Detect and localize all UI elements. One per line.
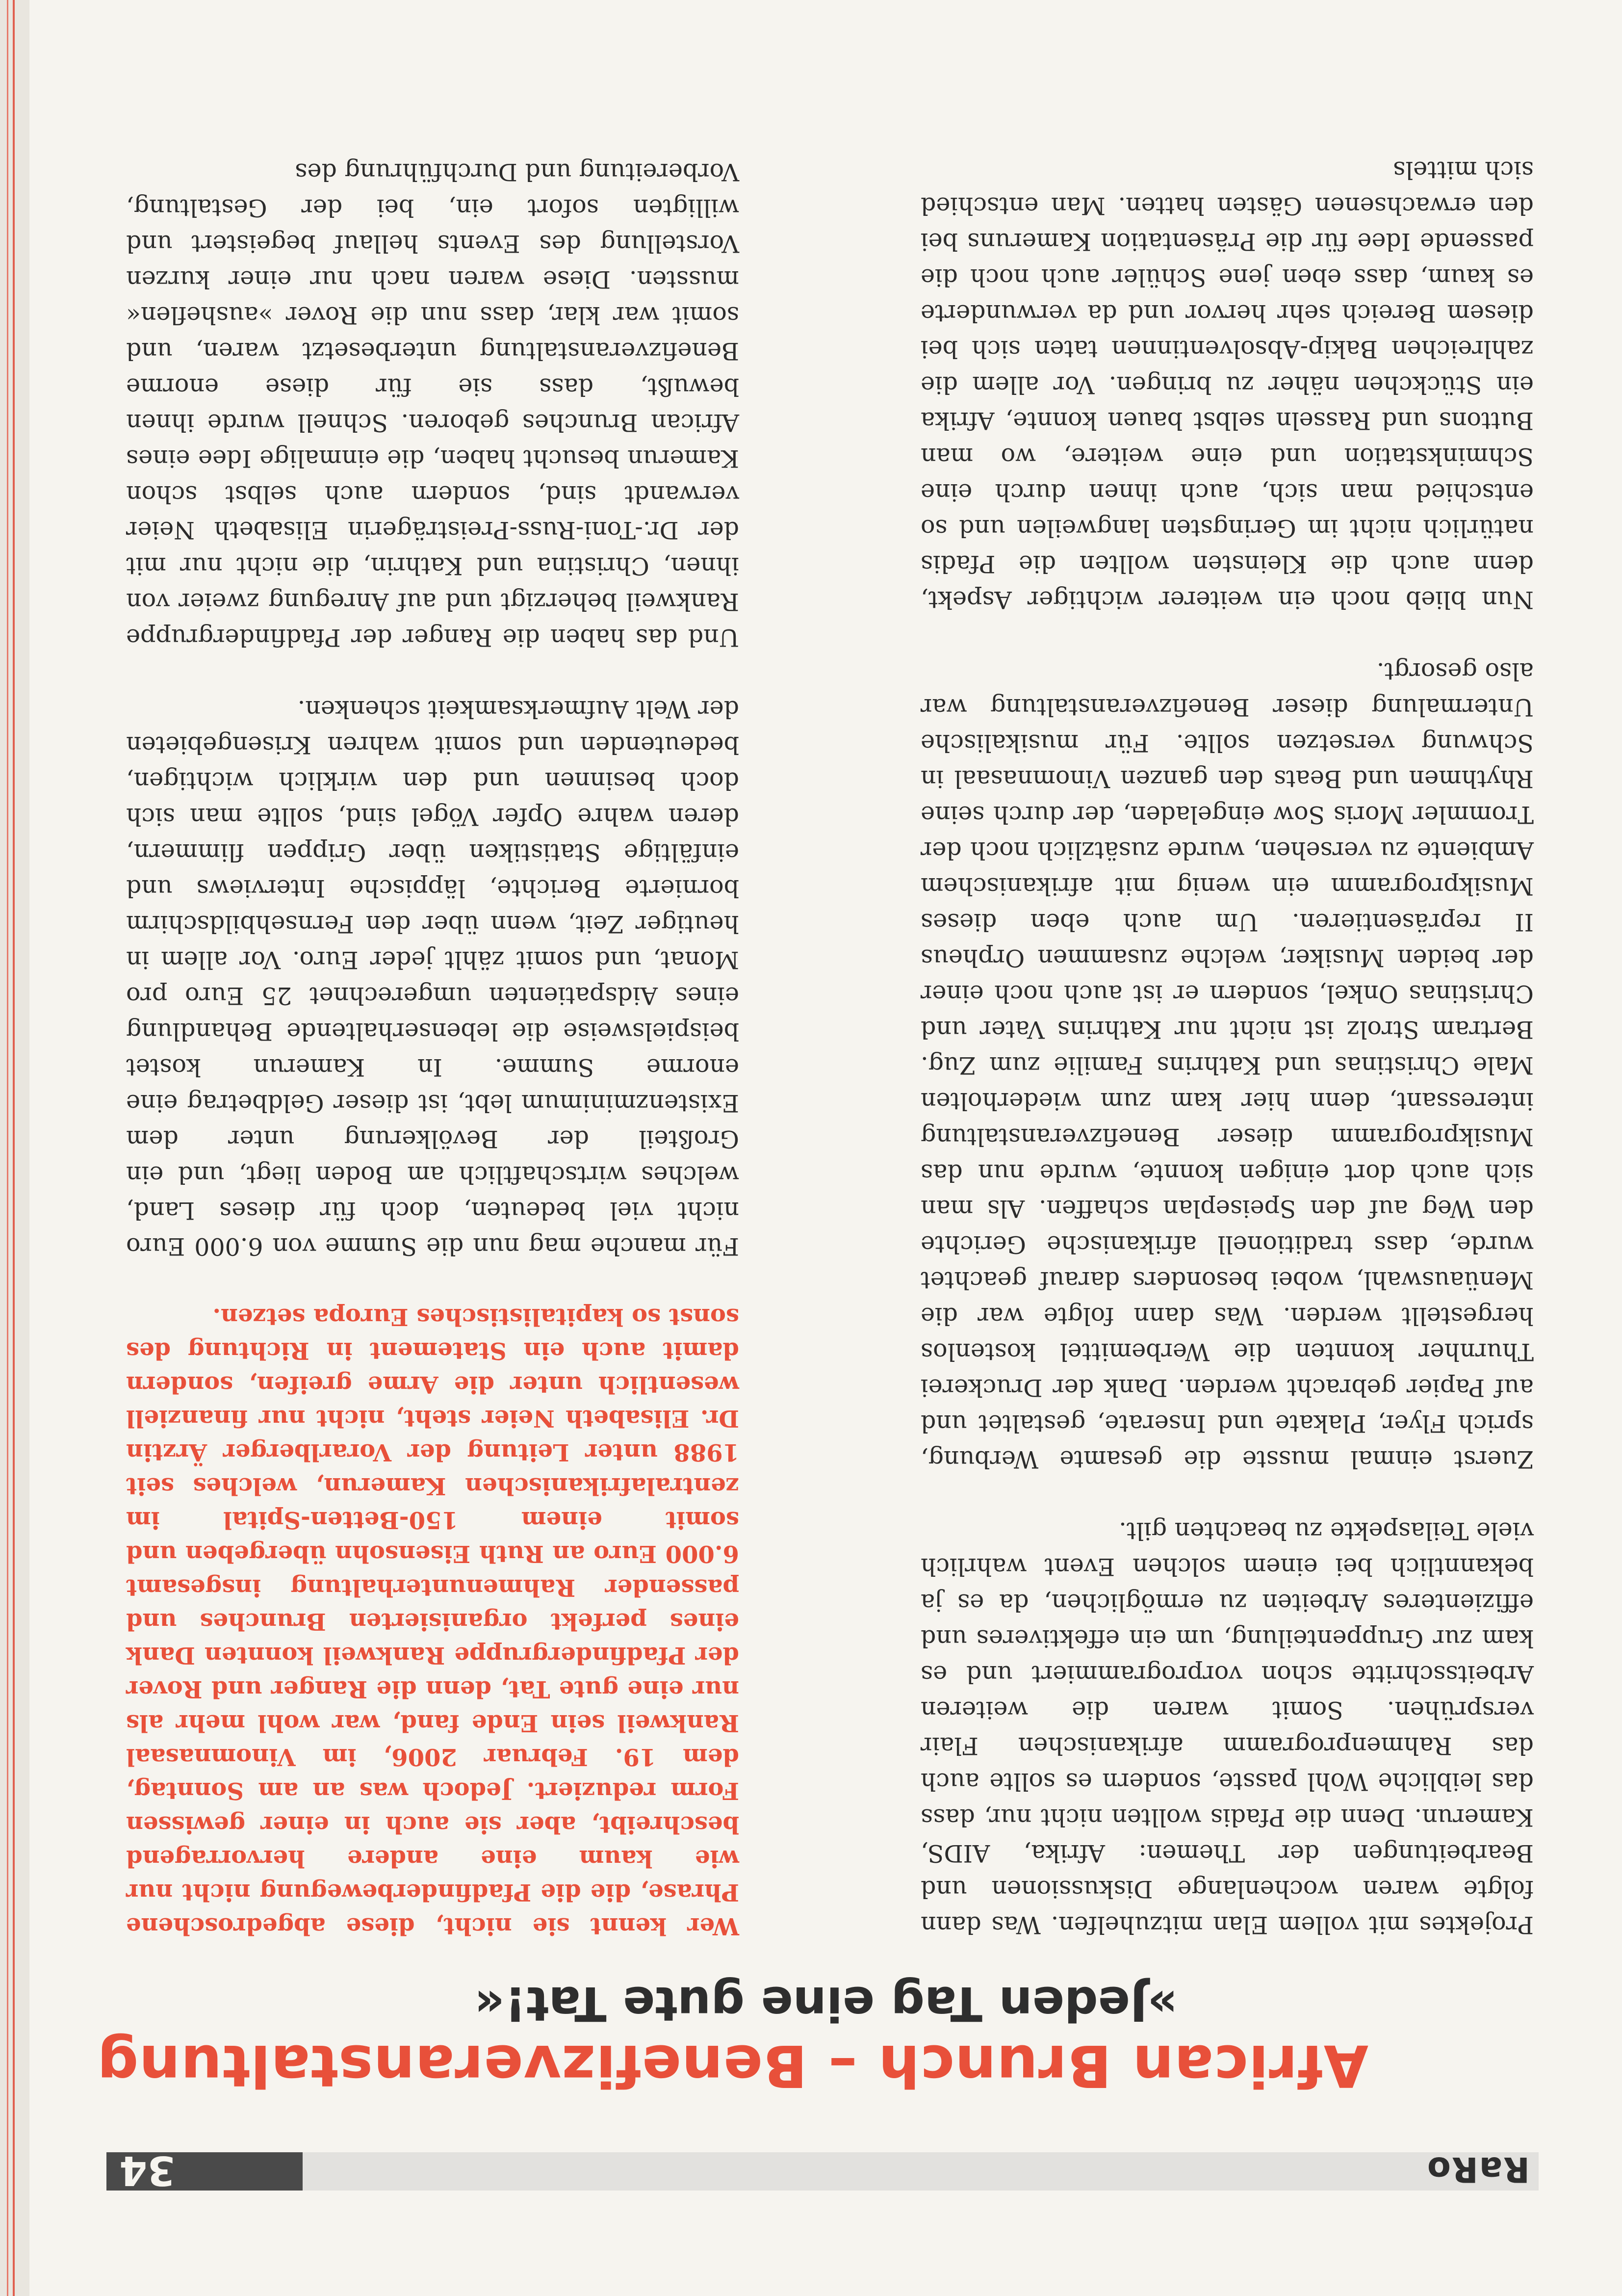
page-number: 34 [119, 2147, 176, 2193]
text-column-left [126, 154, 739, 1943]
magazine-name: RaRo [1426, 2149, 1530, 2190]
article-title: African Brunch – Benefizveranstaltung [97, 2032, 1369, 2100]
page-header [106, 2147, 1539, 2193]
text-column-right [921, 152, 1534, 1943]
paragraph: Für manche mag nun die Summe von 6.000 Euro nicht viel bedeuten, doch für dieses Land, welches wirtschaftlich am Boden liegt, und ein Großteil der Bevölkerung unter dem Existenzminimum lebt, ist dieser Geldbetrag eine enorme Summe. In Kamerun kostet beispielsweise die lebenserhaltende Behandlung eines Aidspatienten umgerechnet 25 Euro pro Monat, und somit zählt jeder Euro. Vor allem in heutiger Zeit, wenn über den Fernsehbildschirm bornierte Berichte, läppische Interviews und einfältige Statistiken über Grippen flimmern, deren wahre Opfer Vögel sind, sollte man sich doch besinnen und den wirklich wichtigen, bedeutenden und somit wahren Krisengebieten der Welt Aufmerksamkeit schenken. [126, 695, 739, 1260]
article-subtitle: »Jeden Tag eine gute Tat!« [474, 1976, 1178, 2031]
body-left [126, 154, 739, 1264]
paragraph: Zuerst einmal musste die gesamte Werbung, sprich Flyer, Plakate und Inserate, gestaltet und auf Papier gebracht werden. Dank der Druckerei Thurnher konnten die Werbemittel kostenlos hergestellt werden. Was dann folgte war die Menüauswahl, wobei besonders darauf geachtet wurde, dass traditionell afrikanische Gerichte den Weg auf den Speiseplan schaffen. Als man sich auch dort einigen konnte, wurde nun das Musikprogramm dieser Benefizveranstaltung interessant, denn hier kam zum wiederholten Male Christinas und Kathrins Familie zum Zug. Bertram Strolz ist nicht nur Kathrins Vater und Christinas Onkel, sondern er ist auch noch einer der beiden Musiker, welche zusammen Orpheus II repräsentieren. Um auch eben dieses Musikprogramm ein wenig mit afrikanischem Ambiente zu versehen, wurde zusätzlich noch der Trommler Moris Sow eingeladen, der durch seine Rhythmen und Beats den ganzen Vinomnasaal in Schwung versetzen sollte. Für musikalische Untermalung dieser Benefizveranstaltung war also gesorgt. [921, 657, 1534, 1473]
header-bar [263, 2152, 1539, 2191]
paragraph: Und das haben die Ranger der Pfadfindergruppe Rankweil beherzigt und auf Anregung zweier von ihnen, Christina und Kathrin, die nicht nur mit der Dr.-Toni-Russ-Preisträgerin Elisabeth Neier verwandt sind, sondern auch selbst schon Kamerun besucht haben, die einmalige Idee eines African Brunches geboren. Schnell wurde ihnen bewußt, dass sie für diese enorme Benefizveranstaltung unterbesetzt waren, und somit war klar, dass nun die Rover »ausheflen« mussten. Diese waren nach nur einer kurzen Vorstellung des Events hellauf begeistert und willigten sofort ein, bei der Gestaltung, Vorbereitung und Durchführung des [126, 158, 739, 652]
paragraph: Nun blieb noch ein weiterer wichtiger Aspekt, denn auch die Kleinsten wollten die Pfadis natürlich nicht im Geringsten langweilen und so entschied man sich, auch ihnen durch eine Schminkstation und eine weitere, wo man Buttons und Rasseln selbst bauen konnte, Afrika ein Stückchen näher zu bringen. Vor allem die zahlreichen Bakip-Absolventinnen taten sich bei diesem Bereich sehr hervor und da verwunderte es kaum, dass eben jene Schüler auch noch die passende Idee für die Präsentation Kameruns bei den erwachsenen Gästen hatten. Man entschied sich mittels [921, 156, 1534, 614]
page-edge-line [13, 0, 15, 2296]
lead-paragraph: Wer kennt sie nicht, diese abgedroschene Phrase, die die Pfadfinderbewegung nicht nur wie kaum eine andere hervorragend beschreibt, aber sie auch in einer gewissen Form reduziert. Jedoch was an am Sonntag, dem 19. Februar 2006, im Vinomnasaal Rankweil sein Ende fand, war wohl mehr als nur eine gute Tat, denn die Ranger und Rover der Pfadfindergruppe Rankweil konnten Dank eines perfekt organisierten Brunches und passender Rahmenunterhaltung insgesamt 6.000 Euro an Ruth Eisensohn übergeben und somit einem 150-Betten-Spital im zentralafrikanischen Kamerun, welches seit 1988 unter Leitung der Vorarlberger Ärztin Dr. Elisabeth Neier steht, nicht nur finanziell wesentlich unter die Arme greifen, sondern damit auch ein Statement in Richtung des sonst so kapitalistisches Europa setzen. [126, 1303, 739, 1940]
page-edge-line [7, 0, 8, 2296]
page-edge [0, 0, 29, 2296]
paragraph: Projektes mit vollem Elan mitzuhelfen. Was dann folgte waren wochenlange Diskussionen und Bearbeitungen der Themen: Afrika, AIDS, Kamerun. Denn die Pfadis wollten nicht nur, dass das leibliche Wohl passte, sondern es sollte auch das Rahmenprogramm afrikanischen Flair versprühen. Somit waren die weiteren Arbeitsschritte schon vorprogrammiert und es kam zur Gruppenteilung, um ein effektiveres und effizienteres Arbeiten zu ermöglichen, da es ja bekanntlich bei einem solchen Event wahrlich viele Teilaspekte zu beachten gilt. [921, 1517, 1534, 1939]
